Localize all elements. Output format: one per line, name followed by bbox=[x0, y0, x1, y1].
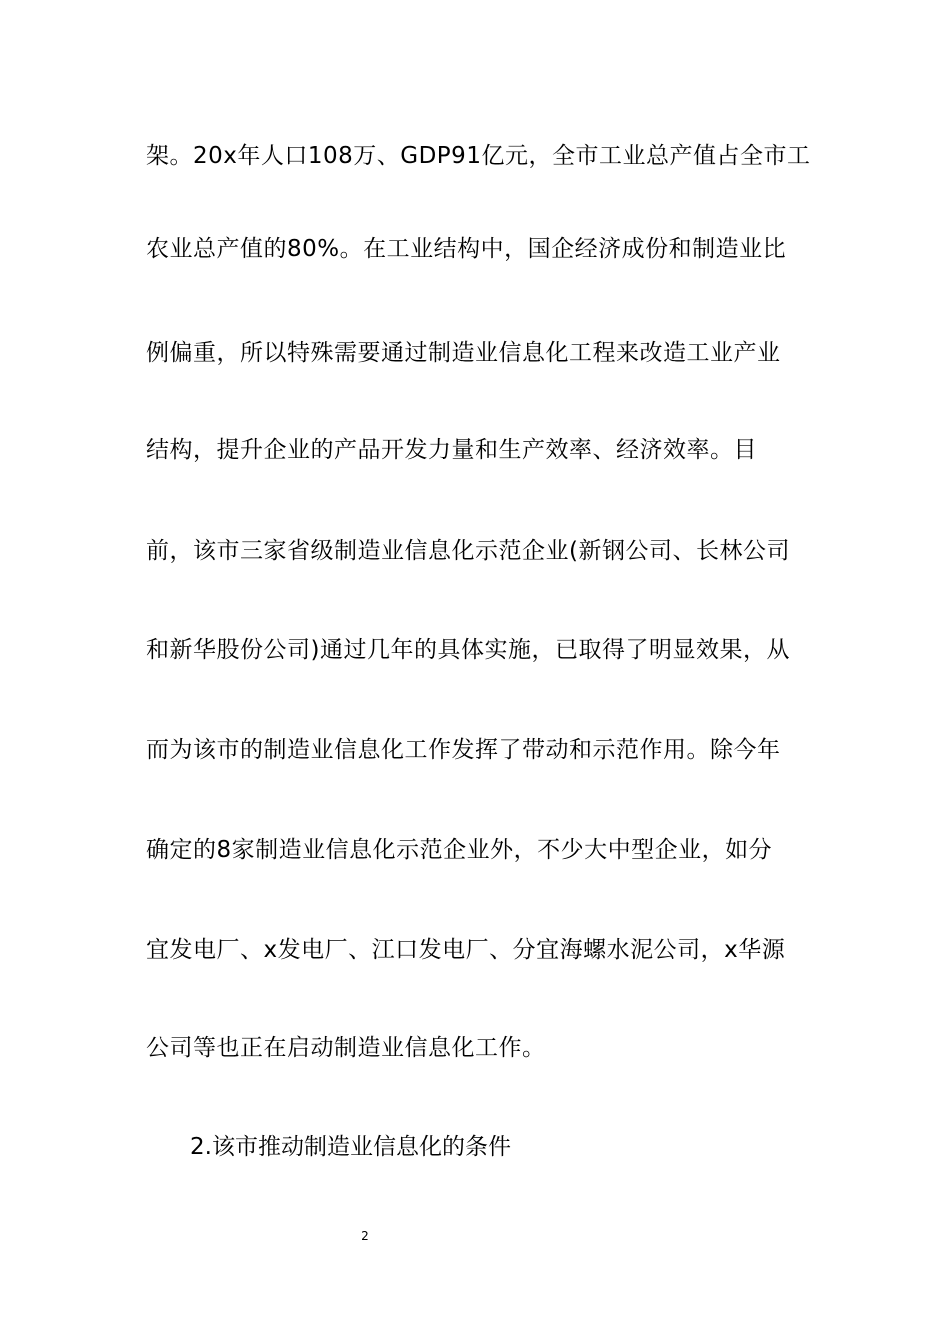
body-line-6: 和新华股份公司)通过几年的具体实施，已取得了明显效果，从 bbox=[146, 637, 790, 663]
body-line-1: 架。20x年人口108万、GDP91亿元，全市工业总产值占全市工 bbox=[146, 143, 811, 169]
body-line-7: 而为该市的制造业信息化工作发挥了带动和示范作用。除今年 bbox=[146, 737, 781, 763]
section-heading: 2.该市推动制造业信息化的条件 bbox=[190, 1134, 511, 1160]
body-line-10: 公司等也正在启动制造业信息化工作。 bbox=[146, 1035, 546, 1061]
body-line-4: 结构，提升企业的产品开发力量和生产效率、经济效率。目 bbox=[146, 437, 757, 463]
body-line-8: 确定的8家制造业信息化示范企业外，不少大中型企业，如分 bbox=[146, 837, 773, 863]
page-number: 2 bbox=[361, 1229, 369, 1243]
body-line-2: 农业总产值的80%。在工业结构中，国企经济成份和制造业比 bbox=[146, 236, 787, 262]
body-line-5: 前，该市三家省级制造业信息化示范企业(新钢公司、长林公司 bbox=[146, 538, 790, 564]
body-line-9: 宜发电厂、x发电厂、江口发电厂、分宜海螺水泥公司，x华源 bbox=[146, 937, 786, 963]
body-line-3: 例偏重，所以特殊需要通过制造业信息化工程来改造工业产业 bbox=[146, 340, 781, 366]
